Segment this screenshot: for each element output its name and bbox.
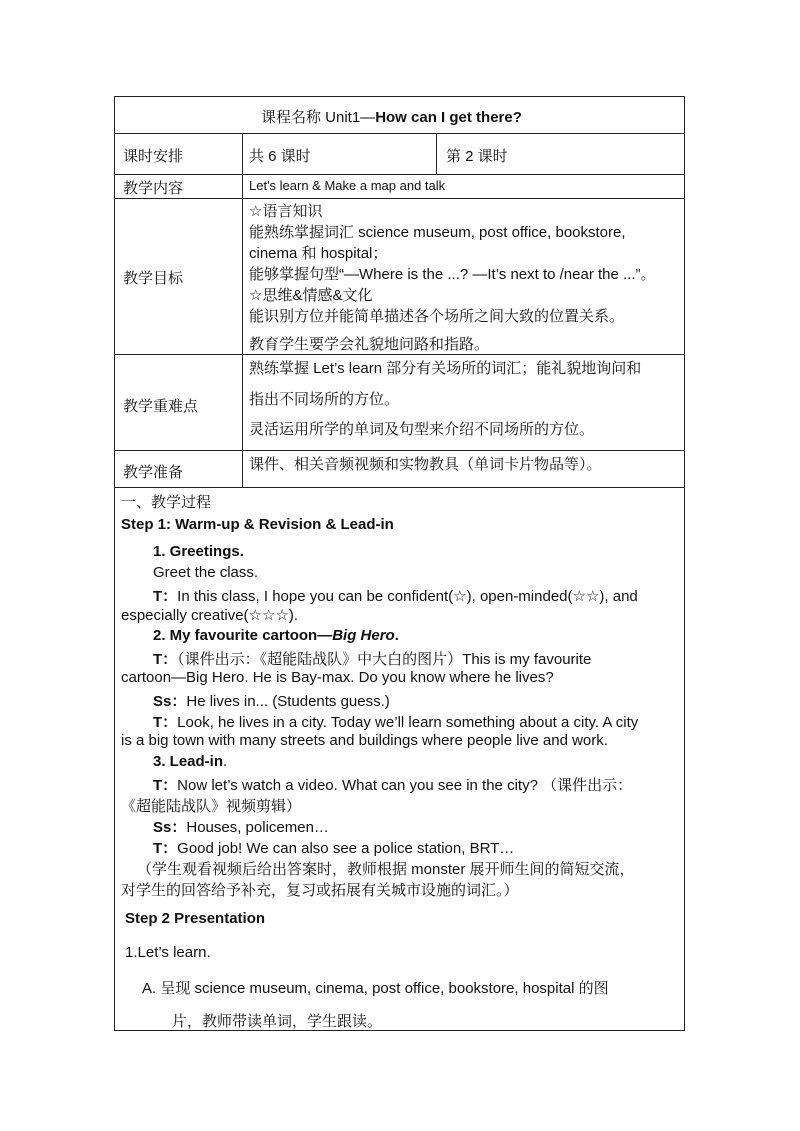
greet-t-line-1: [153, 585, 638, 606]
students-label: Ss：: [153, 819, 187, 836]
objectives-line: 能够掌握句型“—Where is the ...? —It’s next to /near the ...”。: [249, 266, 656, 283]
key-points-cell: [242, 355, 684, 450]
preparation-row: [115, 451, 684, 488]
teacher-label: T：: [153, 651, 178, 668]
step2-heading: Step 2 Presentation: [125, 910, 266, 927]
content-label: 教学内容: [123, 180, 184, 197]
key-points-line: 熟练掌握 Let’s learn 部分有关场所的词汇；能礼貌地询问和: [249, 360, 642, 377]
objectives-label: 教学目标: [123, 270, 184, 287]
course-title: [261, 106, 522, 127]
note-line-2: 对学生的回答给予补充，复习或拓展有关城市设施的词汇。）: [121, 882, 519, 899]
schedule-label: 课时安排: [123, 148, 184, 165]
greet-t-line-2: especially creative(☆☆☆).: [121, 607, 299, 624]
teacher-label: T：: [153, 714, 178, 731]
schedule-current: 第 2 课时: [446, 148, 508, 165]
content-value: Let's learn & Make a map and talk: [249, 178, 446, 193]
cartoon-ss-line: [153, 690, 390, 711]
cartoon-t-line-1: [153, 648, 591, 669]
key-points-label: 教学重难点: [123, 398, 199, 415]
step1-heading: Step 1: Warm-up & Revision & Lead-in: [121, 516, 394, 533]
leadin-ss-line: [153, 816, 329, 837]
lets-learn-line: 1.Let’s learn.: [125, 944, 211, 961]
objectives-line: 教育学生要学会礼貌地问路和指路。: [249, 336, 490, 353]
schedule-total-cell: [242, 134, 436, 174]
cartoon-title-suffix: .: [394, 627, 399, 644]
cartoon-title: [153, 627, 399, 644]
cartoon-title-prefix: 2. My favourite cartoon—: [153, 627, 333, 644]
leadin-title-text: 3. Lead-in: [153, 753, 224, 770]
schedule-current-cell: [436, 134, 684, 174]
teacher-label: T：: [153, 840, 178, 857]
greetings-line: Greet the class.: [153, 564, 259, 581]
leadin-t-text-1: Now let’s watch a video. What can you see in the city? （课件出示：: [177, 777, 633, 794]
leadin-t2-line: [153, 837, 514, 858]
process-heading: 一、教学过程: [121, 494, 212, 511]
objectives-line: 能熟练掌握词汇 science museum, post office, bookstore,: [249, 224, 626, 241]
item-a-line-2: 片，教师带读单词，学生跟读。: [172, 1013, 383, 1030]
objectives-row: [115, 199, 684, 355]
leadin-t2-text: Good job! We can also see a police station, BRT…: [177, 840, 515, 857]
objectives-line: ☆思维&情感&文化: [249, 287, 373, 304]
leadin-ss-text: Houses, policemen…: [186, 819, 329, 836]
course-title-unit: How can I get there?: [375, 109, 522, 126]
cartoon-ss-text: He lives in... (Students guess.): [186, 693, 390, 710]
key-points-row: [115, 355, 684, 451]
content-row: [115, 175, 684, 199]
cartoon-t2-line-2: is a big town with many streets and buildings where people live and work.: [121, 732, 608, 749]
leadin-title: [153, 753, 227, 770]
content-value-cell: [242, 175, 684, 198]
process-section: [115, 488, 684, 1030]
cartoon-t2-line-1: [153, 711, 638, 732]
item-a-line-1: A. 呈现 science museum, cinema, post office, bookstore, hospital 的图: [142, 980, 609, 997]
cartoon-t-line-2: cartoon—Big Hero. He is Bay-max. Do you know where he lives?: [121, 669, 554, 686]
leadin-title-dot: .: [223, 753, 228, 770]
note-line-1: （学生观看视频后给出答案时，教师根据 monster 展开师生间的简短交流，: [137, 861, 635, 878]
teacher-label: T：: [153, 777, 178, 794]
course-title-prefix: 课程名称 Unit1—: [261, 109, 376, 126]
objectives-line: 能识别方位并能简单描述各个场所之间大致的位置关系。: [249, 308, 625, 325]
greetings-title: 1. Greetings.: [153, 543, 244, 560]
preparation-label: 教学准备: [123, 464, 184, 481]
teacher-label: T：: [153, 588, 178, 605]
preparation-value: 课件、相关音频视频和实物教具（单词卡片物品等）。: [249, 456, 602, 473]
objectives-line: cinema 和 hospital；: [249, 245, 388, 262]
key-points-line: 灵活运用所学的单词及句型来介绍不同场所的方位。: [249, 421, 595, 438]
cartoon-title-italic: Big Hero: [332, 627, 395, 644]
students-label: Ss：: [153, 693, 187, 710]
schedule-total: 共 6 课时: [249, 148, 311, 165]
schedule-row: [115, 134, 684, 175]
title-row: [115, 97, 684, 134]
leadin-t-line-1: [153, 774, 632, 795]
cartoon-t2-text-1: Look, he lives in a city. Today we’ll learn something about a city. A city: [177, 714, 639, 731]
cartoon-t-text-1: （课件出示：《超能陆战队》中大白的图片）This is my favourite: [177, 651, 592, 668]
objectives-line: ☆语言知识: [249, 203, 323, 220]
preparation-cell: [242, 451, 684, 487]
objectives-cell: [242, 199, 684, 354]
greet-t-text-1: In this class, I hope you can be confident(☆), open-minded(☆☆), and: [177, 588, 638, 605]
leadin-t-line-2: 《超能陆战队》视频剪辑）: [121, 798, 302, 815]
key-points-line: 指出不同场所的方位。: [249, 391, 400, 408]
lesson-plan-table: [114, 96, 685, 1031]
